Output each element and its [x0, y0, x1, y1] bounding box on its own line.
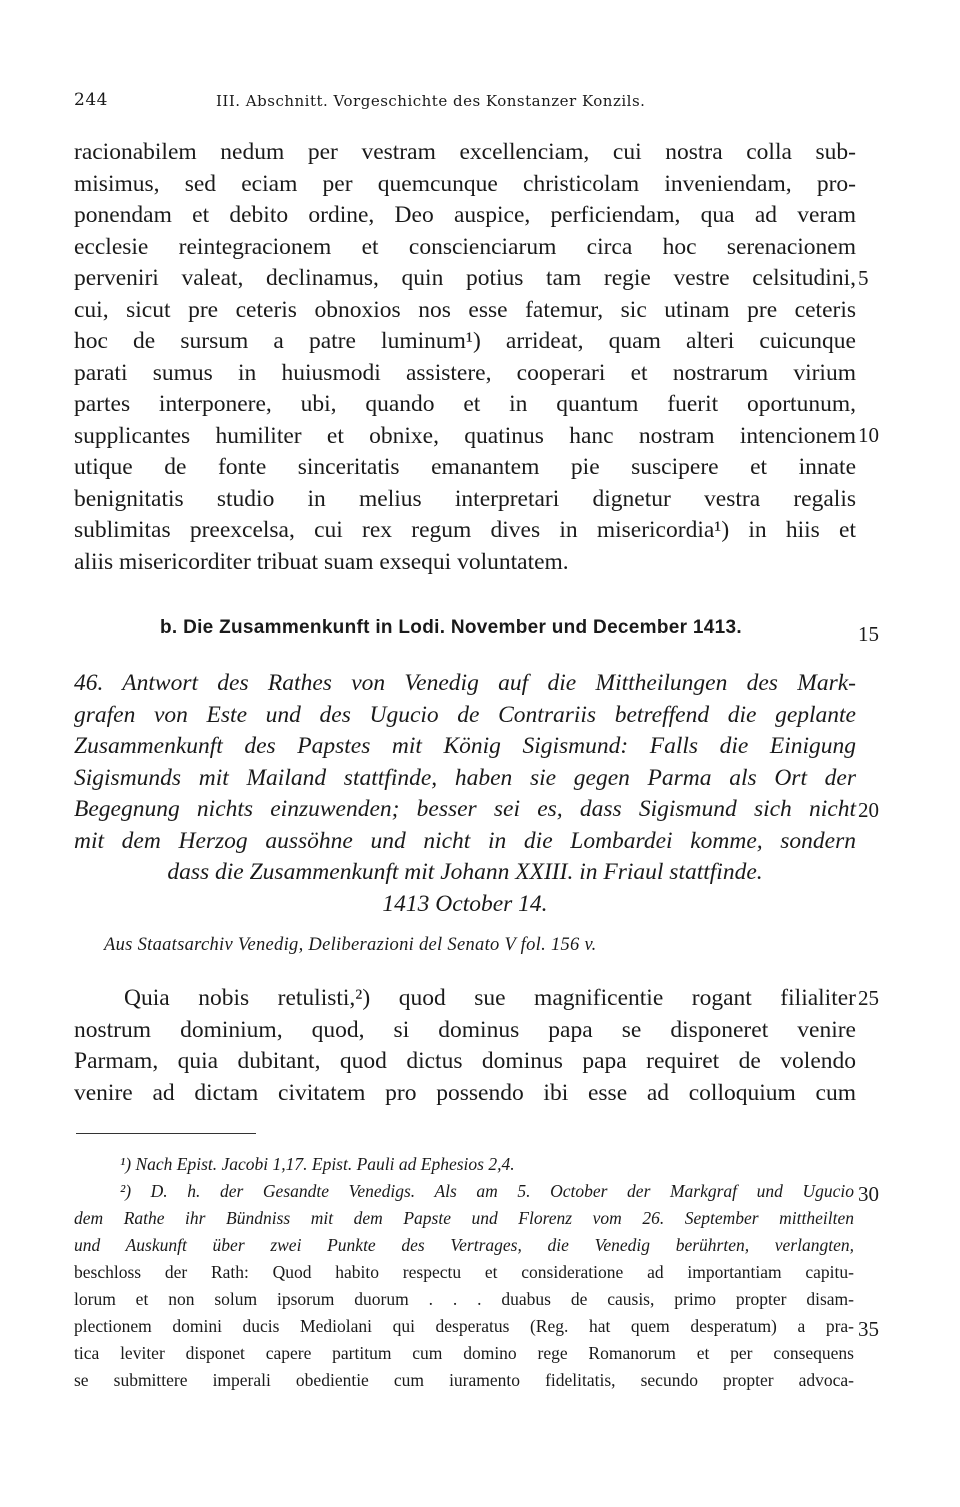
body-line: sublimitas preexcelsa, cui rex regum dives in misericordia¹) in hiis et	[74, 517, 856, 543]
footnote-line: und Auskunft über zwei Punkte des Vertrages, die Venedig berührten, verlangten,	[74, 1235, 854, 1255]
line-number: 10	[858, 423, 879, 447]
line-number: 25	[858, 986, 879, 1010]
body-line: cui, sicut pre ceteris obnoxios nos esse fatemur, sic utinam pre ceteris	[74, 296, 856, 323]
document-date: 1413 October 14.	[382, 890, 548, 917]
body-line: ecclesie reintegracionem et conscienciarum circa hoc serenacionem	[74, 233, 856, 260]
text-line: Quia nobis retulisti,²) quod sue magnificentie rogant filialiter	[124, 985, 856, 1011]
page-number: 244	[74, 90, 108, 110]
line-number: 5	[858, 266, 869, 290]
footnote-line: ²) D. h. der Gesandte Venedigs. Als am 5. October der Markgraf und Ugucio	[120, 1181, 854, 1201]
document-heading-line: Zusammenkunft des Papstes mit König Sigismund: Falls die Einigung	[74, 733, 856, 759]
body-line: supplicantes humiliter et obnixe, quatinus hanc nostram intencionem	[74, 422, 856, 449]
body-line: hoc de sursum a patre luminum¹) arrideat, quam alteri cuicunque	[74, 328, 856, 354]
section-heading: b. Die Zusammenkunft in Lodi. November und December 1413.	[160, 617, 742, 638]
document-heading-line: grafen von Este und des Ugucio de Contrariis betreffend die geplante	[74, 701, 856, 728]
running-title: III. Abschnitt. Vorgeschichte des Konstanzer Konzils.	[216, 92, 646, 110]
footnote-line: tica leviter disponet capere partitum cum domino rege Romanorum et per consequens	[74, 1343, 854, 1363]
document-heading-line: Sigismunds mit Mailand stattfinde, haben sie gegen Parma als Ort der	[74, 764, 856, 791]
footnote-line: ¹) Nach Epist. Jacobi 1,17. Epist. Pauli ad Ephesios 2,4.	[120, 1154, 515, 1174]
document-heading-line: 46. Antwort des Rathes von Venedig auf die Mittheilungen des Mark-	[74, 670, 856, 696]
footnote-separator	[76, 1133, 256, 1134]
text-line: venire ad dictam civitatem pro possendo ibi esse ad colloquium cum	[74, 1079, 856, 1106]
body-line: benignitatis studio in melius interpretari dignetur vestra regalis	[74, 485, 856, 512]
body-line: parati sumus in huiusmodi assistere, cooperari et nostrarum virium	[74, 359, 856, 386]
line-number: 35	[858, 1317, 879, 1341]
text-line: Parmam, quia dubitant, quod dictus dominus papa requiret de volendo	[74, 1048, 856, 1074]
footnote-line: beschloss der Rath: Quod habito respectu et consideratione ad importantiam capitu-	[74, 1262, 854, 1282]
document-heading-line: mit dem Herzog aussöhne und nicht in die Lombardei komme, sondern	[74, 827, 856, 854]
running-header	[74, 90, 874, 116]
body-line: utique de fonte sinceritatis emanantem pie suscipere et innate	[74, 454, 856, 480]
footnote-line: plectionem domini ducis Mediolani qui desperatus (Reg. hat quem desperatum) a pra-	[74, 1316, 854, 1336]
line-number: 20	[858, 798, 879, 822]
body-line: misimus, sed eciam per quemcunque christicolam inveniendam, pro-	[74, 170, 856, 197]
line-number: 15	[858, 622, 879, 646]
footnote-line: se submittere imperali obedientie cum iuramento fidelitatis, secundo propter advoca-	[74, 1370, 854, 1390]
body-line: ponendam et debito ordine, Deo auspice, perficiendam, qua ad veram	[74, 202, 856, 228]
body-line: partes interponere, ubi, quando et in quantum fuerit oportunum,	[74, 391, 856, 417]
source-note: Aus Staatsarchiv Venedig, Deliberazioni del Senato V fol. 156 v.	[104, 935, 597, 955]
text-line: nostrum dominium, quod, si dominus papa se disponeret venire	[74, 1016, 856, 1043]
line-number: 30	[858, 1182, 879, 1206]
document-heading-line: Begegnung nichts einzuwenden; besser sei es, dass Sigismund sich nicht	[74, 796, 856, 822]
body-line: perveniri valeat, declinamus, quin potius tam regie vestre celsitudini,	[74, 265, 856, 291]
body-line: racionabilem nedum per vestram excellenciam, cui nostra colla sub-	[74, 139, 856, 165]
footnote-line: lorum et non solum ipsorum duorum . . . duabus de causis, primo propter disam-	[74, 1289, 854, 1309]
body-line: aliis misericorditer tribuat suam exsequi voluntatem.	[74, 548, 569, 575]
document-heading-line: dass die Zusammenkunft mit Johann XXIII. in Friaul stattfinde.	[167, 859, 763, 885]
footnote-line: dem Rathe ihr Bündniss mit dem Papste und Florenz vom 26. September mittheilten	[74, 1208, 854, 1228]
